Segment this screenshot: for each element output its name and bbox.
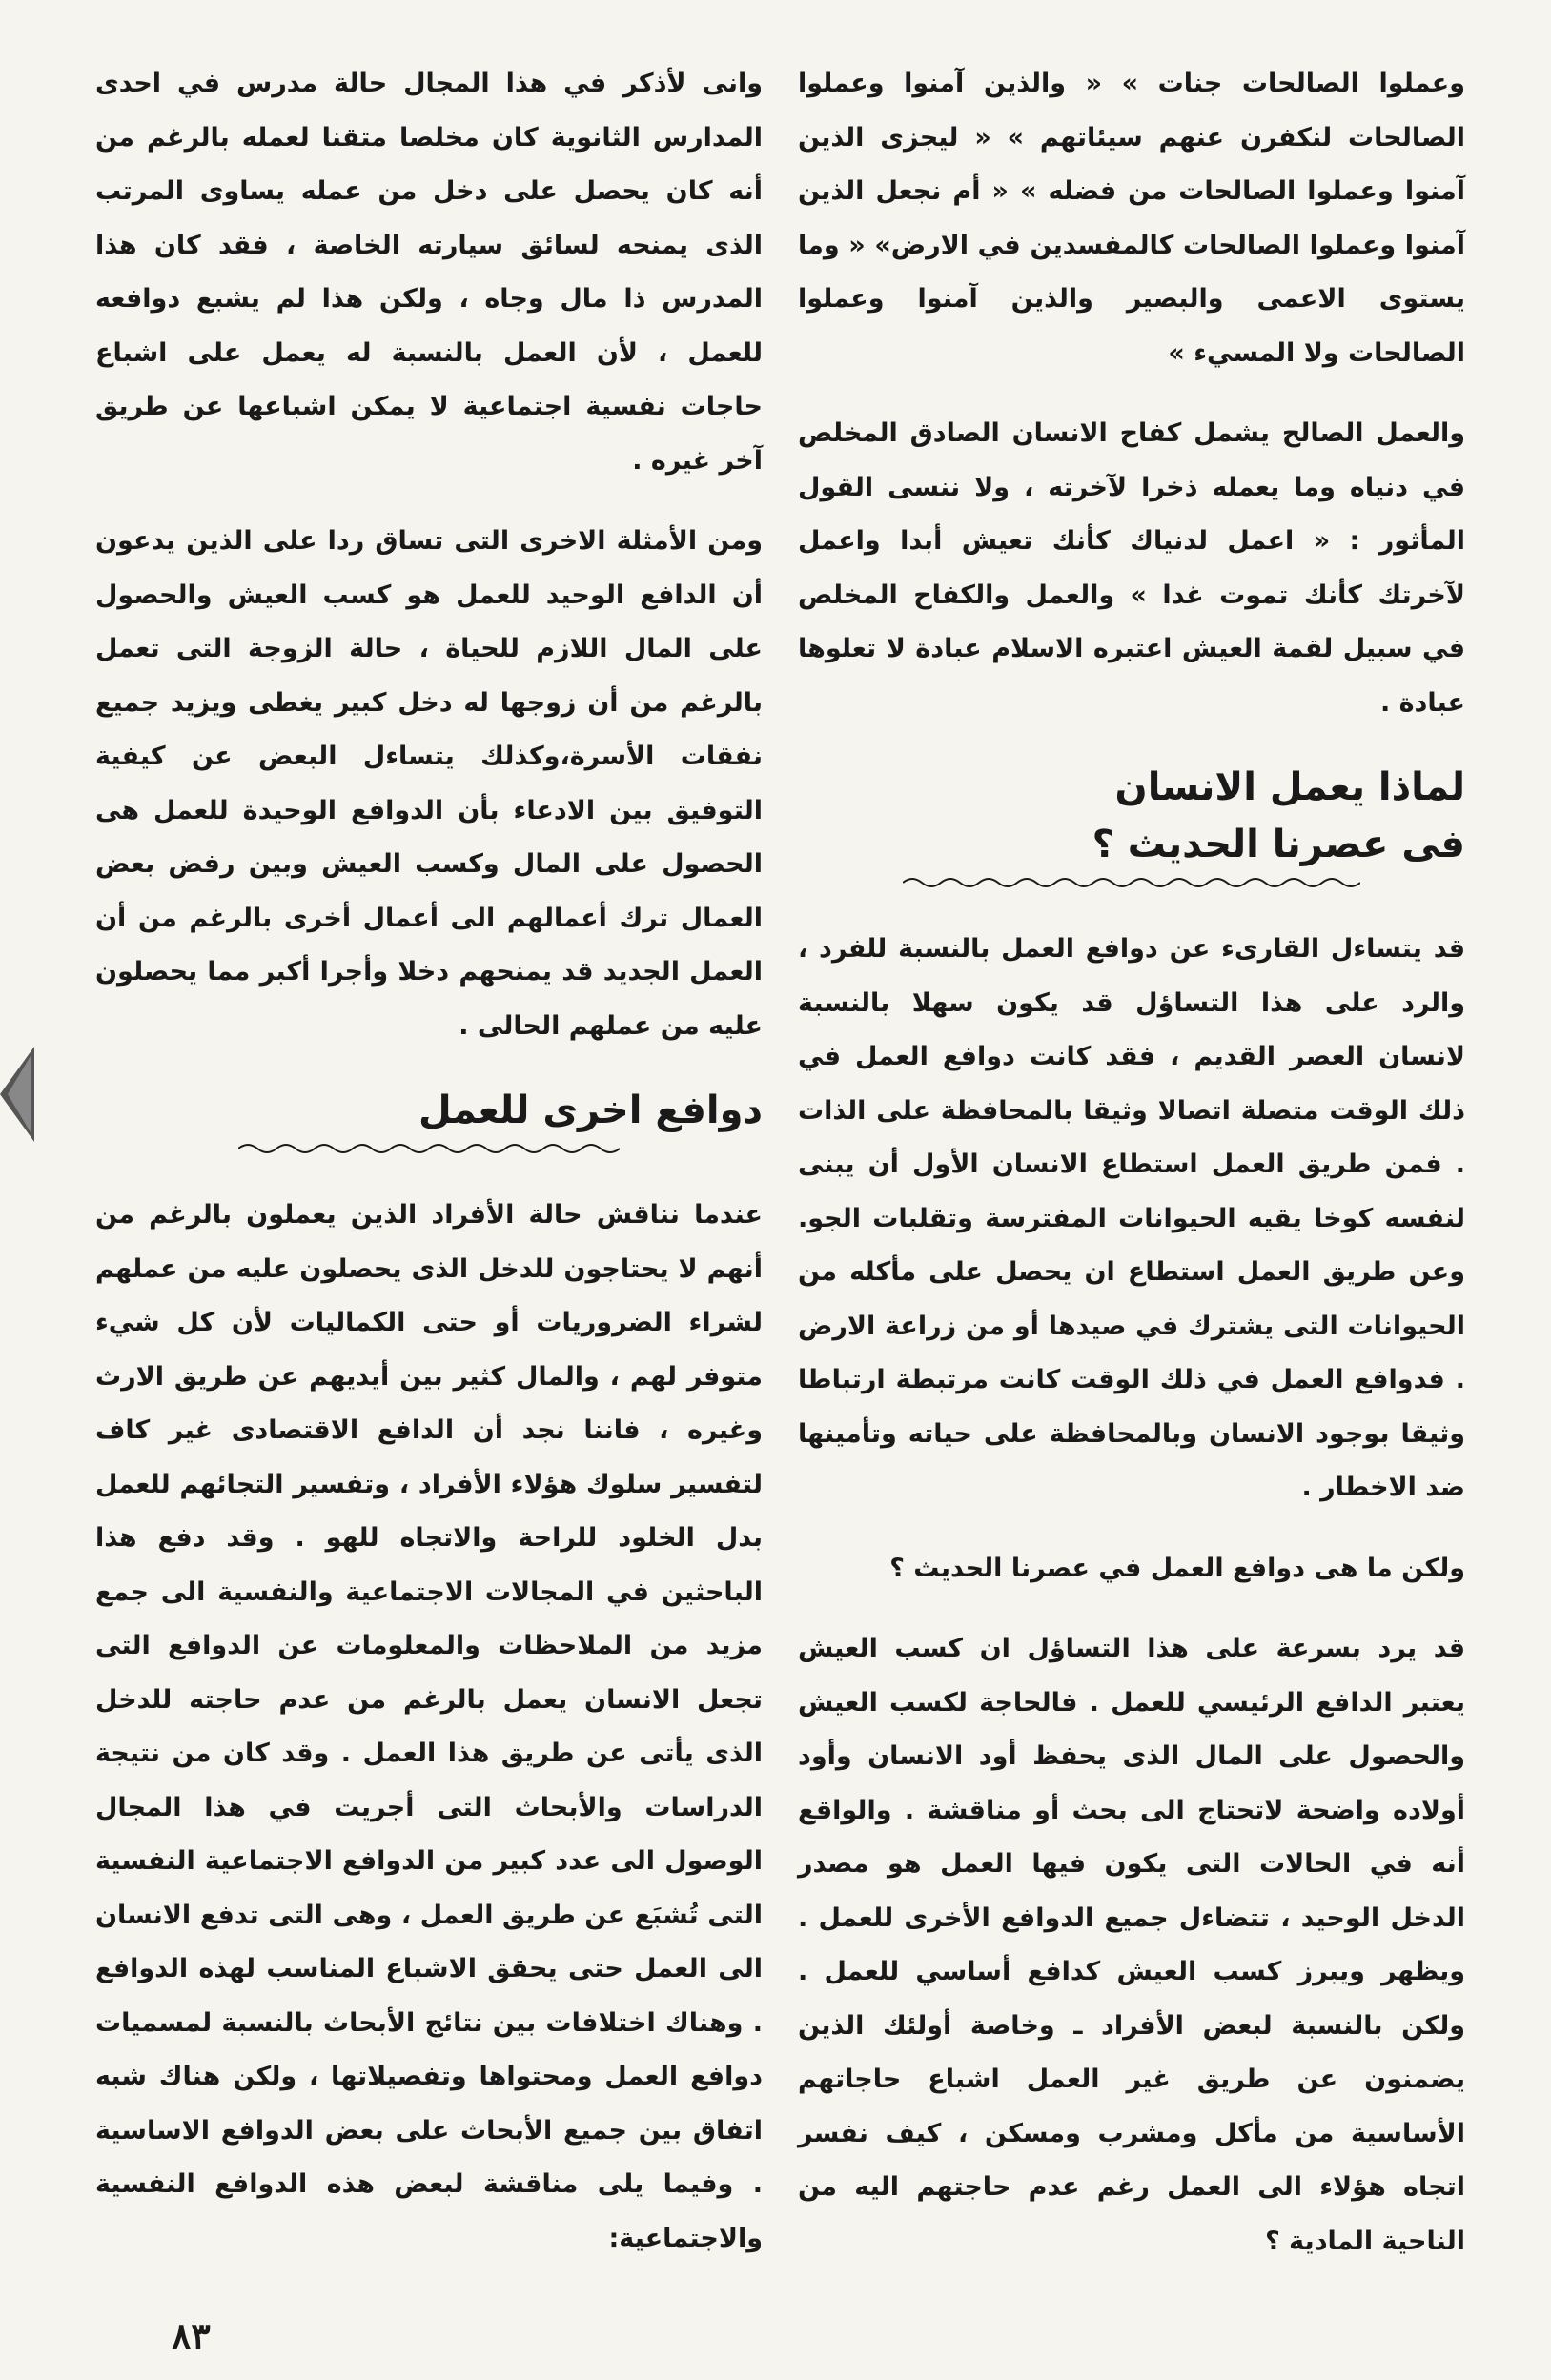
paragraph: والعمل الصالح يشمل كفاح الانسان الصادق المخلص في دنياه وما يعمله ذخرا لآخرته ، ولا ننسى القول المأثور : « اعمل لدنياك كأنك تعيش أبدا واعمل لآخرتك كأنك تموت غدا » والعمل والكفاح المخلص في سبيل لقمة العيش اعتبره الاسلام عبادة لا تعلوها عبادة . bbox=[798, 418, 1465, 718]
paragraph: قد يتساءل القارىء عن دوافع العمل بالنسبة للفرد ، والرد على هذا التساؤل قد يكون سهلا بالنسبة لانسان العصر القديم ، فقد كانت دوافع العمل في ذلك الوقت متصلة اتصالا وثيقا بالمحافظة على الذات . فمن طريق العمل استطاع الانسان الأول أن يبنى لنفسه كوخا يقيه الحيوانات المفترسة وتقلبات الجو. وعن طريق العمل استطاع ان يحصل على مأكله من الحيوانات التى يشترك في صيدها أو من زراعة الارض . فدوافع العمل في ذلك الوقت كانت مرتبطة ارتباطا وثيقا بوجود الانسان وبالمحافظة على حياته وتأمينها ضد الاخطار . bbox=[798, 934, 1465, 1502]
wavy-underline bbox=[798, 873, 1465, 894]
heading-line: لماذا يعمل الانسان bbox=[1114, 765, 1465, 809]
triangle-left-icon bbox=[0, 1047, 34, 1146]
paragraph: وعملوا الصالحات جنات » « والذين آمنوا وعملوا الصالحات لنكفرن عنهم سيئاتهم » « ليجزى الذين آمنوا وعملوا الصالحات من فضله » « أم نجعل الذين آمنوا وعملوا الصالحات كالمفسدين في الارض» « وما يستوى الاعمى والبصير والذين آمنوا وعملوا الصالحات ولا المسيء » bbox=[798, 69, 1465, 368]
paragraph: وانى لأذكر في هذا المجال حالة مدرس في احدى المدارس الثانوية كان مخلصا متقنا لعمله بالرغم من أنه كان يحصل على دخل من عمله يساوى المرتب الذى يمنحه لسائق سيارته الخاصة ، فقد كان هذا المدرس ذا مال وجاه ، ولكن هذا لم يشبع دوافعه للعمل ، لأن العمل بالنسبة له يعمل على اشباع حاجات نفسية اجتماعية لا يمكن اشباعها عن طريق آخر غيره . bbox=[95, 69, 763, 476]
paragraph: عندما نناقش حالة الأفراد الذين يعملون بالرغم من أنهم لا يحتاجون للدخل الذى يحصلون عليه من عملهم لشراء الضروريات أو حتى الكماليات لأن كل شيء متوفر لهم ، والمال كثير بين أيديهم عن طريق الارث وغيره ، فاننا نجد أن الدافع الاقتصادى غير كاف لتفسير سلوك هؤلاء الأفراد ، وتفسير التجائهم للعمل بدل الخلود للراحة والاتجاه للهو . وقد دفع هذا الباحثين في المجالات الاجتماعية والنفسية الى جمع مزيد من الملاحظات والمعلومات عن الدوافع التى تجعل الانسان يعمل بالرغم من عدم حاجته للدخل الذى يأتى عن طريق هذا العمل . وقد كان من نتيجة الدراسات والأبحاث التى أجريت في هذا المجال الوصول الى عدد كبير من الدوافع الاجتماعية النفسية التى تُشبَع عن طريق العمل ، وهى التى تدفع الانسان الى العمل حتى يحقق الاشباع المناسب لهذه الدوافع . وهناك اختلافات بين نتائج الأبحاث بالنسبة لمسميات دوافع العمل ومحتواها وتفصيلاتها ، ولكن هناك شبه اتفاق بين جميع الأبحاث على بعض الدوافع الاساسية . وفيما يلى مناقشة لبعض هذه الدوافع النفسية والاجتماعية: bbox=[95, 1200, 763, 2253]
left-column bbox=[95, 57, 763, 2292]
paragraph: ومن الأمثلة الاخرى التى تساق ردا على الذين يدعون أن الدافع الوحيد للعمل هو كسب العيش والحصول على المال اللازم للحياة ، حالة الزوجة التى تعمل بالرغم من أن زوجها له دخل كبير يغطى ويزيد جميع نفقات الأسرة،وكذلك يتساءل البعض عن كيفية التوفيق بين الادعاء بأن الدوافع الوحيدة للعمل هى الحصول على المال وكسب العيش وبين رفض بعض العمال ترك أعمالهم الى أعمال أخرى بالرغم من أن العمل الجديد قد يمنحهم دخلا وأجرا أكبر مما يحصلون عليه من عملهم الحالى . bbox=[95, 526, 763, 1041]
wavy-underline bbox=[95, 1139, 763, 1160]
paragraph: ولكن ما هى دوافع العمل في عصرنا الحديث ؟ bbox=[889, 1553, 1465, 1583]
page-number: ٨٣ bbox=[172, 2314, 211, 2357]
heading-line: فى عصرنا الحديث ؟ bbox=[1092, 823, 1465, 866]
right-column bbox=[798, 57, 1465, 2295]
paragraph: قد يرد بسرعة على هذا التساؤل ان كسب العيش يعتبر الدافع الرئيسي للعمل . فالحاجة لكسب العيش والحصول على المال الذى يحفظ أود الانسان وأود أولاده واضحة لاتحتاج الى بحث أو مناقشة . والواقع أنه في الحالات التى يكون فيها العمل هو مصدر الدخل الوحيد ، تتضاءل جميع الدوافع الأخرى للعمل . ويظهر ويبرز كسب العيش كدافع أساسي للعمل . ولكن بالنسبة لبعض الأفراد ـ وخاصة أولئك الذين يضمنون عن طريق غير العمل اشباع حاجاتهم الأساسية من مأكل ومشرب ومسكن ، كيف نفسر اتجاه هؤلاء الى العمل رغم عدم حاجتهم اليه من الناحية المادية ؟ bbox=[798, 1634, 1465, 2256]
section-heading: دوافع اخرى للعمل bbox=[418, 1088, 763, 1132]
section-heading bbox=[798, 759, 1465, 873]
